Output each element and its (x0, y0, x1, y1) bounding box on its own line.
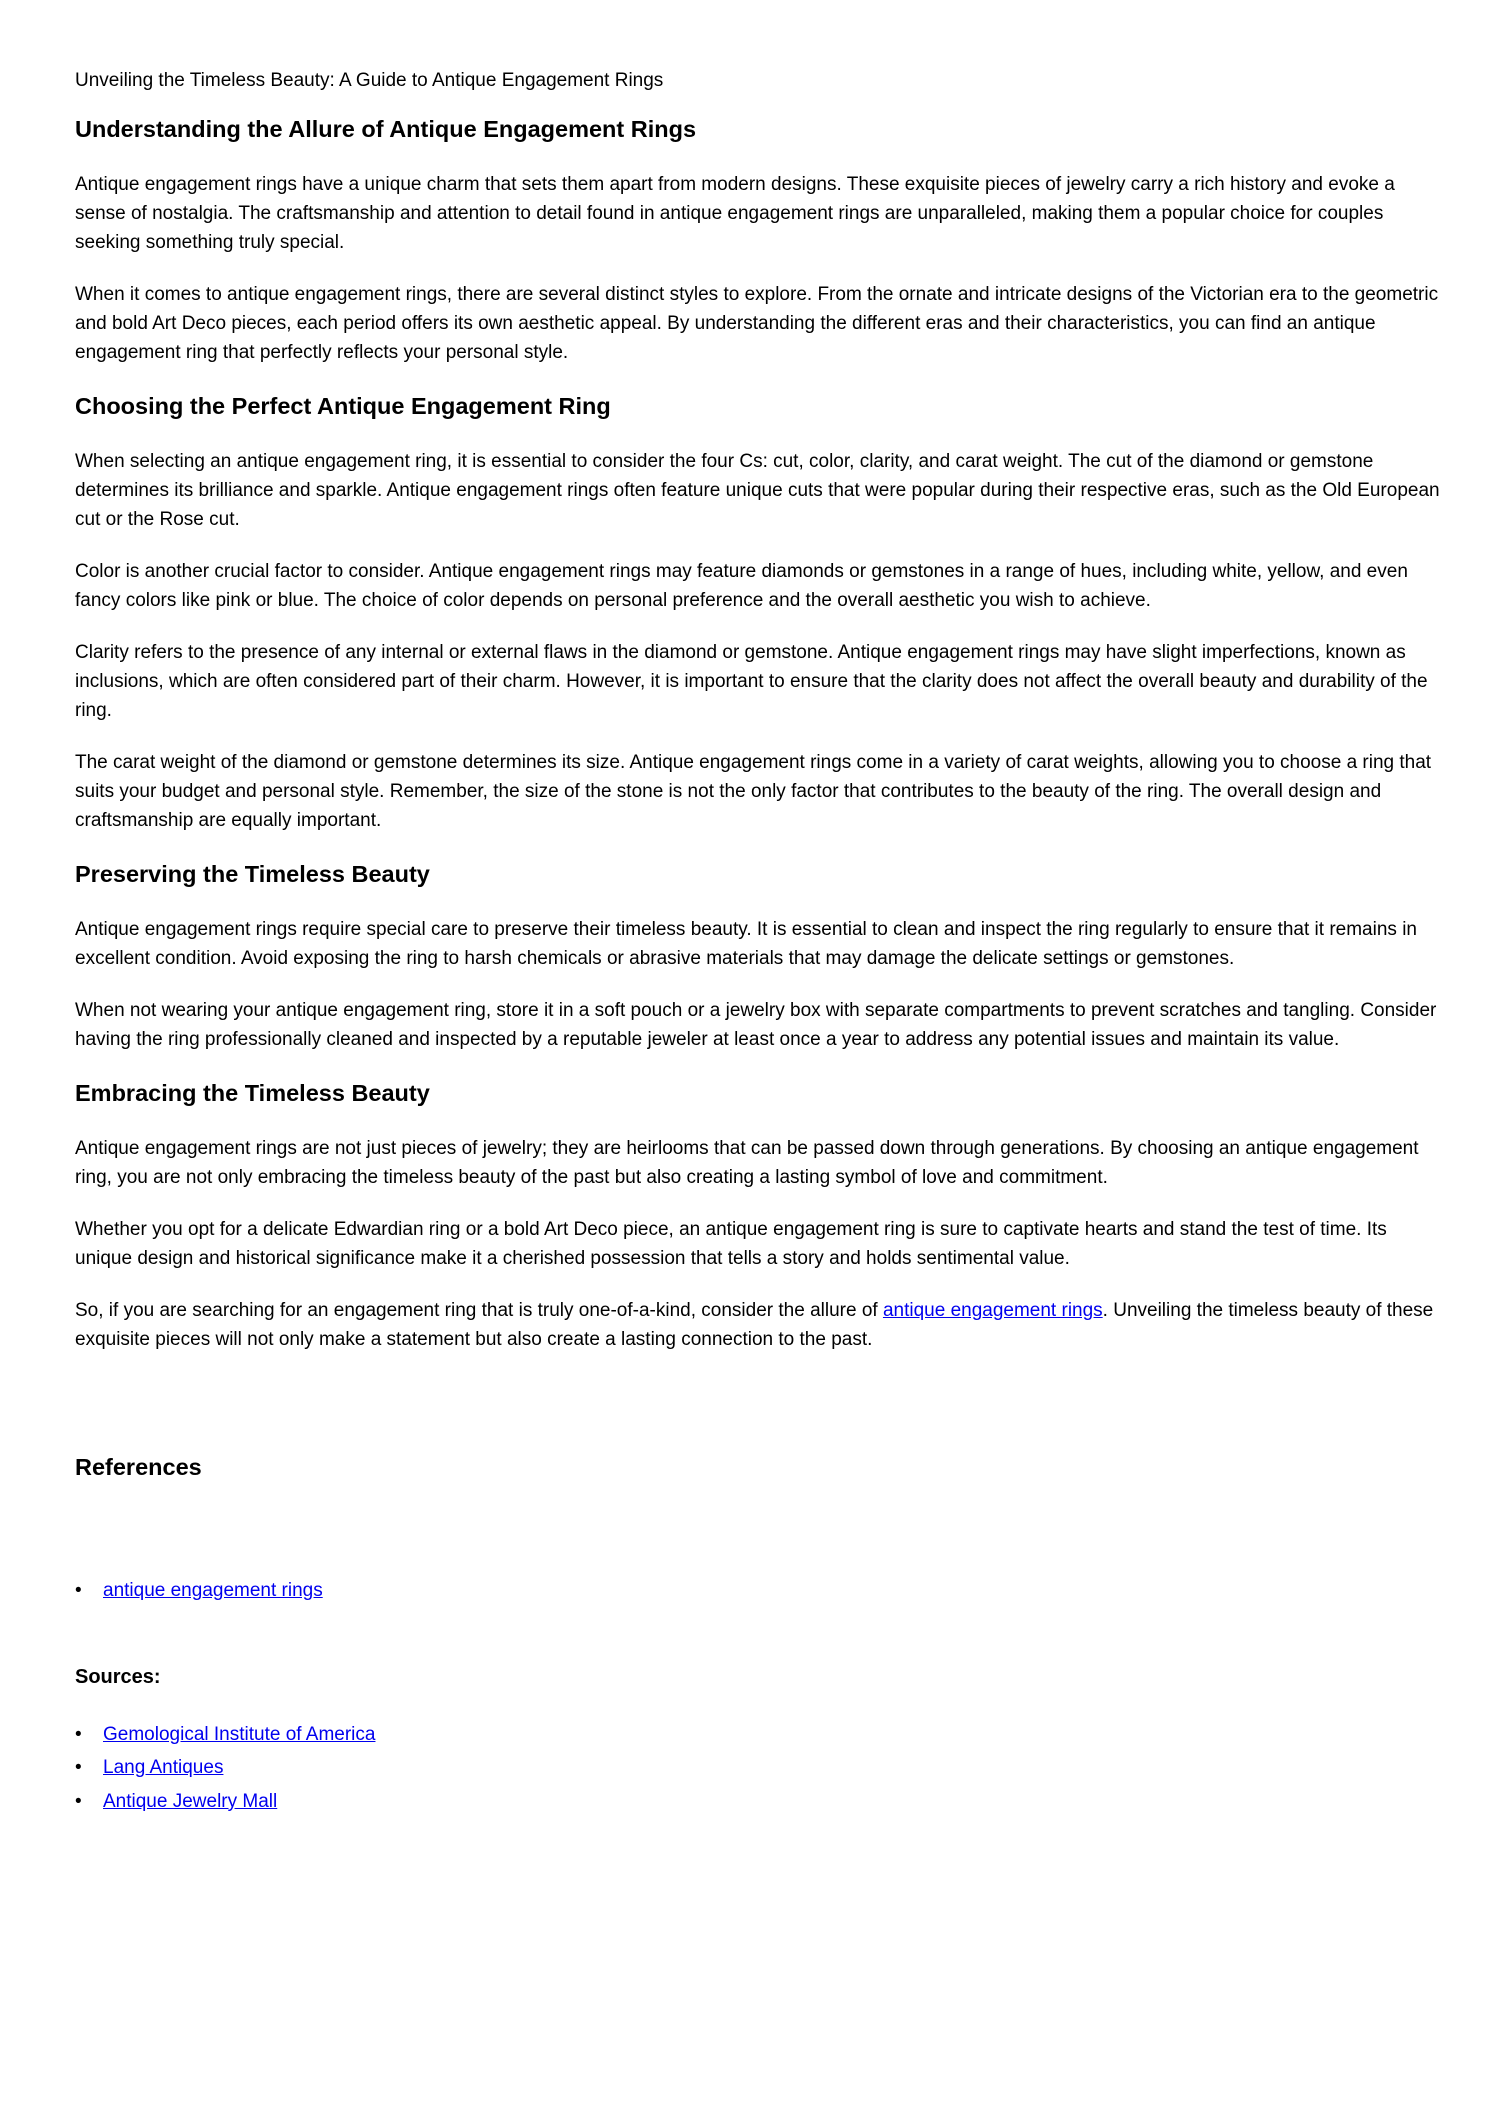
list-item (75, 1751, 1441, 1785)
paragraph: Antique engagement rings are not just pieces of jewelry; they are heirlooms that can be passed down through generations. By choosing an antique engagement ring, you are not only embracing the timeless beauty of the past but also creating a lasting symbol of love and commitment. (75, 1138, 1419, 1188)
closing-text-before: So, if you are searching for an engagement ring that is truly one-of-a-kind, consider the allure of (75, 1300, 883, 1321)
source-link-gia[interactable]: Gemological Institute of America (103, 1723, 376, 1745)
source-link-antique-jewelry-mall[interactable]: Antique Jewelry Mall (103, 1790, 278, 1812)
section-heading: Choosing the Perfect Antique Engagement Ring (75, 393, 611, 419)
bullet-glyph: • (75, 1580, 82, 1601)
section-heading: Embracing the Timeless Beauty (75, 1080, 430, 1106)
section-choosing (75, 390, 1441, 835)
paragraph: The carat weight of the diamond or gemstone determines its size. Antique engagement rings come in a variety of carat weights, allowing you to choose a ring that suits your budget and personal style. Remember, the size of the stone is not the only factor that contributes to the beauty of the ring. The overall design and craftsmanship are equally important. (75, 752, 1432, 831)
section-heading: Preserving the Timeless Beauty (75, 861, 430, 887)
section-preserving (75, 858, 1441, 1054)
document-title: Unveiling the Timeless Beauty: A Guide to Antique Engagement Rings (75, 70, 664, 91)
bullet-glyph: • (75, 1790, 82, 1812)
list-item (75, 1785, 1441, 1819)
list-item (75, 1574, 1441, 1608)
sources-label: Sources: (75, 1665, 161, 1688)
sources-list (75, 1718, 1441, 1819)
paragraph: Whether you opt for a delicate Edwardian ring or a bold Art Deco piece, an antique engagement ring is sure to captivate hearts and stand the test of time. Its unique design and historical significance make it a cherished possession that tells a story and holds sentimental value. (75, 1219, 1387, 1269)
bullet-glyph: • (75, 1757, 82, 1778)
bullet-glyph: • (75, 1723, 82, 1745)
section-heading: Understanding the Allure of Antique Engagement Rings (75, 116, 697, 142)
paragraph: Clarity refers to the presence of any internal or external flaws in the diamond or gemstone. Antique engagement rings may have slight imperfections, known as inclusions, which are often considered part of their charm. However, it is important to ensure that the clarity does not affect the overall beauty and durability of the ring. (75, 642, 1428, 721)
antique-engagement-rings-link[interactable]: antique engagement rings (882, 1300, 1103, 1321)
paragraph: When it comes to antique engagement rings, there are several distinct styles to explore. From the ornate and intricate designs of the Victorian era to the geometric and bold Art Deco pieces, each period offers its own aesthetic appeal. By understanding the different eras and their characteristics, you can find an antique engagement ring that perfectly reflects your personal style. (75, 284, 1439, 363)
source-link-lang-antiques[interactable]: Lang Antiques (103, 1757, 224, 1778)
list-item (75, 1718, 1441, 1752)
paragraph: When not wearing your antique engagement ring, store it in a soft pouch or a jewelry box with separate compartments to prevent scratches and tangling. Consider having the ring professionally cleaned and inspected by a reputable jeweler at least once a year to address any potential issues and maintain its value. (75, 1000, 1437, 1050)
paragraph: Color is another crucial factor to consider. Antique engagement rings may feature diamonds or gemstones in a range of hues, including white, yellow, and even fancy colors like pink or blue. The choice of color depends on personal preference and the overall aesthetic you wish to achieve. (75, 561, 1408, 611)
references-list (75, 1574, 1441, 1608)
closing-paragraph (75, 1296, 1441, 1354)
closing-text-after: . Unveiling the timeless beauty of these exquisite pieces will not only make a statement but also create a lasting connection to the past. (75, 1300, 1434, 1350)
paragraph: Antique engagement rings require special care to preserve their timeless beauty. It is essential to clean and inspect the ring regularly to ensure that it remains in excellent condition. Avoid exposing the ring to harsh chemicals or abrasive materials that may damage the delicate settings or gemstones. (75, 919, 1417, 969)
references-heading: References (75, 1454, 202, 1480)
paragraph: Antique engagement rings have a unique charm that sets them apart from modern designs. These exquisite pieces of jewelry carry a rich history and evoke a sense of nostalgia. The craftsmanship and attention to detail found in antique engagement rings are unparalleled, making them a popular choice for couples seeking something truly special. (75, 174, 1395, 253)
section-embracing (75, 1077, 1441, 1354)
section-allure (75, 113, 1441, 367)
reference-link[interactable]: antique engagement rings (103, 1580, 323, 1601)
paragraph: When selecting an antique engagement ring, it is essential to consider the four Cs: cut, color, clarity, and carat weight. The cut of the diamond or gemstone determines its brilliance and sparkle. Antique engagement rings often feature unique cuts that were popular during their respective eras, such as the Old European cut or the Rose cut. (75, 451, 1440, 530)
